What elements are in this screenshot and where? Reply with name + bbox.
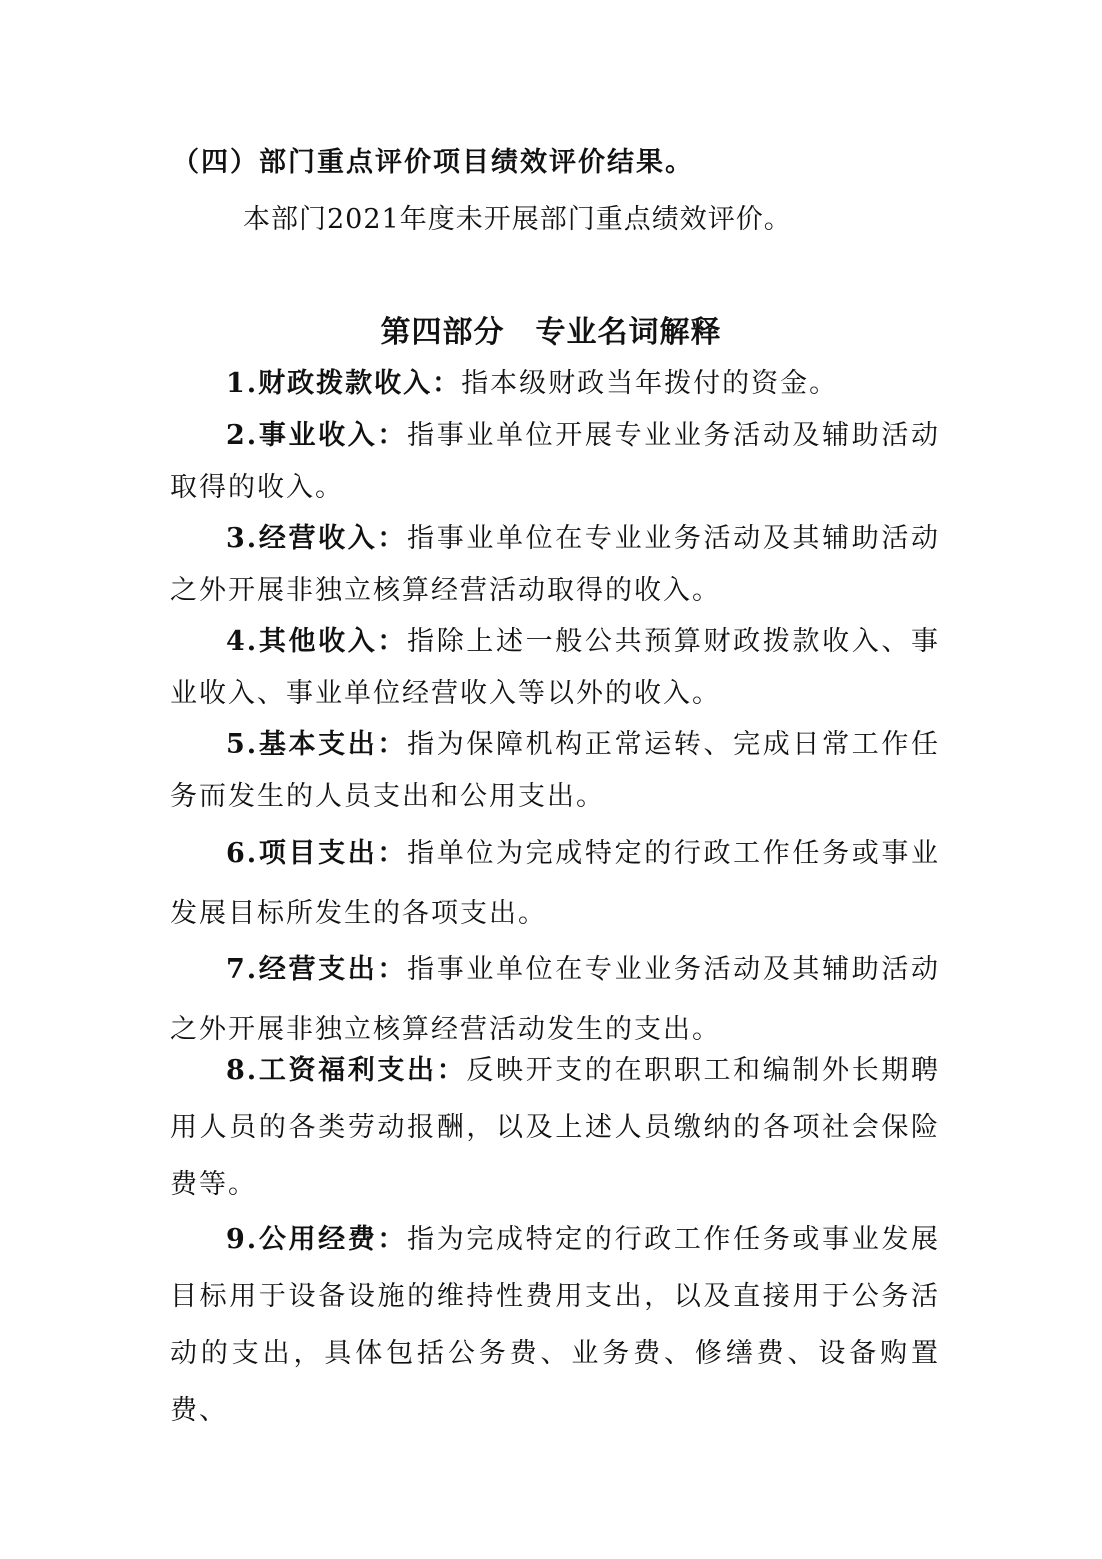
term-text: 反映开支的在职职工和编制外长期聘用人员的各类劳动报酬，以及上述人员缴纳的各项社会保险费等。 [170, 1055, 941, 1200]
term-label: 1.财政拨款收入： [226, 368, 462, 399]
term-text: 指本级财政当年拨付的资金。 [461, 368, 839, 399]
term-label: 3.经营收入： [226, 523, 408, 554]
term-text: 指事业单位在专业业务活动及其辅助活动之外开展非独立核算经营活动发生的支出。 [170, 954, 941, 1045]
term-label: 2.事业收入： [226, 420, 408, 451]
term-item [170, 824, 940, 944]
term-item [170, 719, 940, 823]
term-item [170, 1042, 940, 1213]
term-label: 5.基本支出： [226, 729, 408, 760]
term-item [170, 616, 940, 720]
term-item [170, 358, 940, 410]
term-label: 6.项目支出： [226, 838, 408, 869]
term-label: 7.经营支出： [226, 954, 408, 985]
part-title: 第四部分 专业名词解释 [380, 315, 722, 350]
term-item [170, 410, 940, 514]
term-label: 9.公用经费： [226, 1224, 408, 1255]
section-body: 本部门2021年度未开展部门重点绩效评价。 [243, 204, 792, 235]
term-item [170, 513, 940, 617]
term-label: 8.工资福利支出： [226, 1055, 467, 1086]
section-heading: （四）部门重点评价项目绩效评价结果。 [172, 147, 694, 178]
term-label: 4.其他收入： [226, 626, 408, 657]
term-text: 指为保障机构正常运转、完成日常工作任务而发生的人员支出和公用支出。 [170, 729, 941, 812]
term-text: 指单位为完成特定的行政工作任务或事业发展目标所发生的各项支出。 [170, 838, 941, 929]
term-text: 指事业单位开展专业业务活动及辅助活动取得的收入。 [170, 420, 941, 503]
term-text: 指为完成特定的行政工作任务或事业发展目标用于设备设施的维持性费用支出，以及直接用于公务活动的支出，具体包括公务费、业务费、修缮费、设备购置费、 [170, 1224, 941, 1426]
term-text: 指事业单位在专业业务活动及其辅助活动之外开展非独立核算经营活动取得的收入。 [170, 523, 941, 606]
term-text: 指除上述一般公共预算财政拨款收入、事业收入、事业单位经营收入等以外的收入。 [170, 626, 941, 709]
term-item [170, 1211, 940, 1439]
